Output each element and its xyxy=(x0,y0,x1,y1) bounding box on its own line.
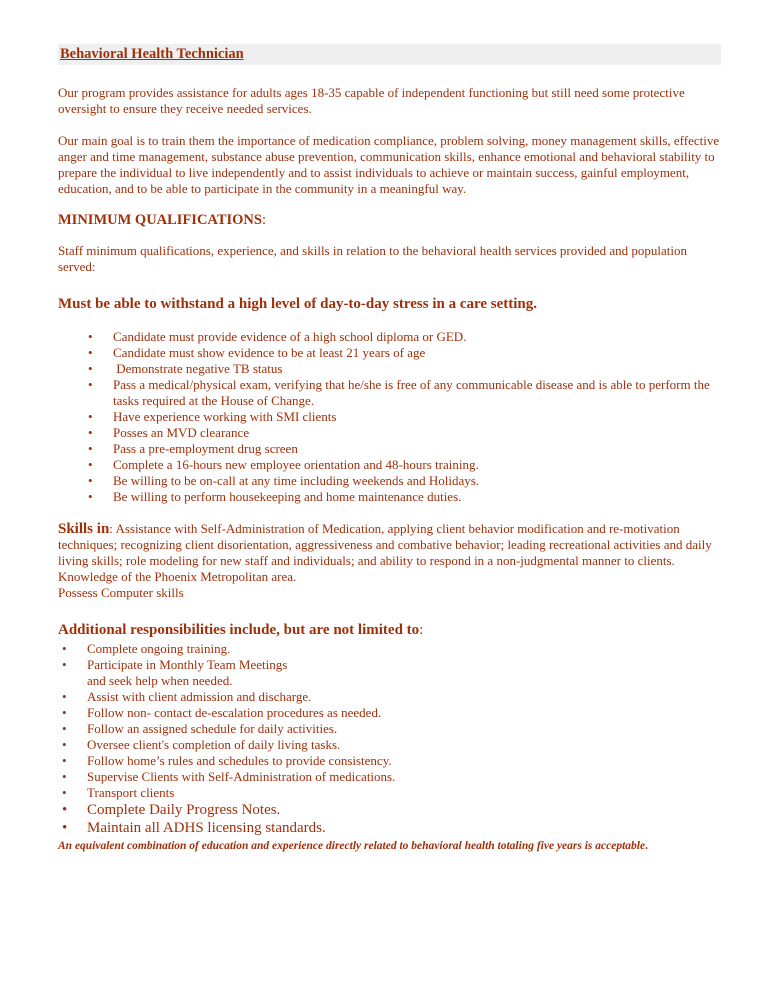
list-item xyxy=(58,689,722,705)
qualifications-list xyxy=(58,329,722,505)
bullet-icon: • xyxy=(88,489,93,504)
list-item xyxy=(58,409,722,425)
bullet-icon: • xyxy=(88,409,93,424)
list-item-text: Be willing to perform housekeeping and home maintenance duties. xyxy=(113,489,462,504)
skills-paragraph xyxy=(58,521,722,569)
list-item xyxy=(58,753,722,769)
list-item-text: Complete a 16-hours new employee orientation and 48-hours training. xyxy=(113,457,479,472)
list-item-text: Demonstrate negative TB status xyxy=(113,361,283,376)
list-item xyxy=(58,657,722,689)
bullet-icon: • xyxy=(88,473,93,488)
footnote xyxy=(58,839,722,853)
list-item xyxy=(58,441,722,457)
bullet-icon: • xyxy=(62,802,68,818)
min-qualifications-text: Staff minimum qualifications, experience, and skills in relation to the behavioral health services provided and population served: xyxy=(58,243,688,274)
skills-knowledge-line: Knowledge of the Phoenix Metropolitan area. xyxy=(58,569,297,584)
footnote-period: . xyxy=(645,840,648,852)
bullet-icon: • xyxy=(62,689,67,704)
bullet-icon: • xyxy=(62,820,68,836)
additional-heading-text: Additional responsibilities include, but are not limited to xyxy=(58,622,420,638)
list-item-text: Pass a pre-employment drug screen xyxy=(113,441,298,456)
skills-text: : Assistance with Self-Administration of Medication, applying client behavior modification and re-motivation techniques; recognizing client disorientation, aggressiveness and combative behavior; leading recreational activities and daily living skills; role modeling for new staff and individuals; and ability to respond in a non-judgmental manner to clients. xyxy=(58,521,712,568)
list-item xyxy=(58,801,722,819)
list-item xyxy=(58,737,722,753)
list-item xyxy=(58,641,722,657)
list-item-text: Posses an MVD clearance xyxy=(113,425,250,440)
list-item xyxy=(58,345,722,361)
list-item-text: Supervise Clients with Self-Administration of medications. xyxy=(87,769,396,784)
list-item-text: Complete ongoing training. xyxy=(87,641,231,656)
bullet-icon: • xyxy=(62,737,67,752)
list-item xyxy=(58,785,722,801)
bullet-icon: • xyxy=(62,641,67,656)
list-item xyxy=(58,721,722,737)
skills-computer-line: Possess Computer skills xyxy=(58,585,184,600)
intro-paragraph-2: Our main goal is to train them the importance of medication compliance, problem solving, money management skills, effective anger and time management, substance abuse prevention, communication skills, enhance emotional and behavioral stability to prepare the individual to live independently and to assist individuals to achieve or maintain success, gainful employment, education, and to be able to participate in the community in a meaningful way. xyxy=(58,133,720,196)
list-item-text: Oversee client's completion of daily living tasks. xyxy=(87,737,341,752)
list-item-text: Assist with client admission and discharge. xyxy=(87,689,312,704)
bullet-icon: • xyxy=(62,769,67,784)
min-qualifications-heading xyxy=(58,211,722,229)
list-item-text: Candidate must provide evidence of a high school diploma or GED. xyxy=(113,329,467,344)
skills-section xyxy=(58,521,722,601)
list-item xyxy=(58,457,722,473)
bullet-icon: • xyxy=(88,457,93,472)
list-item xyxy=(58,473,722,489)
list-item-text: Candidate must show evidence to be at least 21 years of age xyxy=(113,345,426,360)
bullet-icon: • xyxy=(88,377,93,392)
list-item-text: Follow non- contact de-escalation procedures as needed. xyxy=(87,705,382,720)
stress-heading: Must be able to withstand a high level of day-to-day stress in a care setting. xyxy=(58,296,538,312)
bullet-icon: • xyxy=(88,441,93,456)
intro-paragraph-1: Our program provides assistance for adults ages 18-35 capable of independent functioning but still need some protective oversight to ensure they receive needed services. xyxy=(58,85,685,116)
responsibilities-list xyxy=(58,641,722,837)
min-qualifications-heading-text: MINIMUM QUALIFICATIONS xyxy=(58,212,262,228)
list-item xyxy=(58,489,722,505)
page-title: Behavioral Health Technician xyxy=(60,46,244,62)
list-item xyxy=(58,705,722,721)
list-item xyxy=(58,361,722,377)
list-item-text: Participate in Monthly Team Meetings xyxy=(87,657,288,672)
bullet-icon: • xyxy=(88,361,93,376)
bullet-icon: • xyxy=(62,705,67,720)
additional-responsibilities-heading xyxy=(58,621,722,639)
skills-lead: Skills in xyxy=(58,521,110,537)
title-bar xyxy=(58,44,721,65)
list-item-text: Complete Daily Progress Notes. xyxy=(87,802,281,818)
list-item-text: Maintain all ADHS licensing standards. xyxy=(87,820,326,836)
list-item-text: Have experience working with SMI clients xyxy=(113,409,337,424)
bullet-icon: • xyxy=(88,345,93,360)
list-item-text: Follow home’s rules and schedules to provide consistency. xyxy=(87,753,392,768)
min-qualifications-colon: : xyxy=(261,212,266,228)
bullet-icon: • xyxy=(62,753,67,768)
list-item-text: Transport clients xyxy=(87,785,175,800)
additional-heading-colon: : xyxy=(419,622,424,638)
list-item-text: Pass a medical/physical exam, verifying that he/she is free of any communicable disease and is able to perform the tasks required at the House of Change. xyxy=(113,377,710,408)
bullet-icon: • xyxy=(62,721,67,736)
bullet-icon: • xyxy=(62,657,67,672)
list-item-text: Be willing to be on-call at any time including weekends and Holidays. xyxy=(113,473,480,488)
bullet-icon: • xyxy=(88,425,93,440)
list-item xyxy=(58,769,722,785)
list-item xyxy=(58,329,722,345)
bullet-icon: • xyxy=(88,329,93,344)
list-item-continuation: and seek help when needed. xyxy=(87,673,233,688)
job-description-page xyxy=(58,44,722,853)
footnote-text: An equivalent combination of education and experience directly related to behavioral health totaling five years is acceptable xyxy=(58,840,646,852)
bullet-icon: • xyxy=(62,785,67,800)
list-item xyxy=(58,377,722,409)
list-item xyxy=(58,425,722,441)
list-item-text: Follow an assigned schedule for daily activities. xyxy=(87,721,338,736)
list-item xyxy=(58,819,722,837)
